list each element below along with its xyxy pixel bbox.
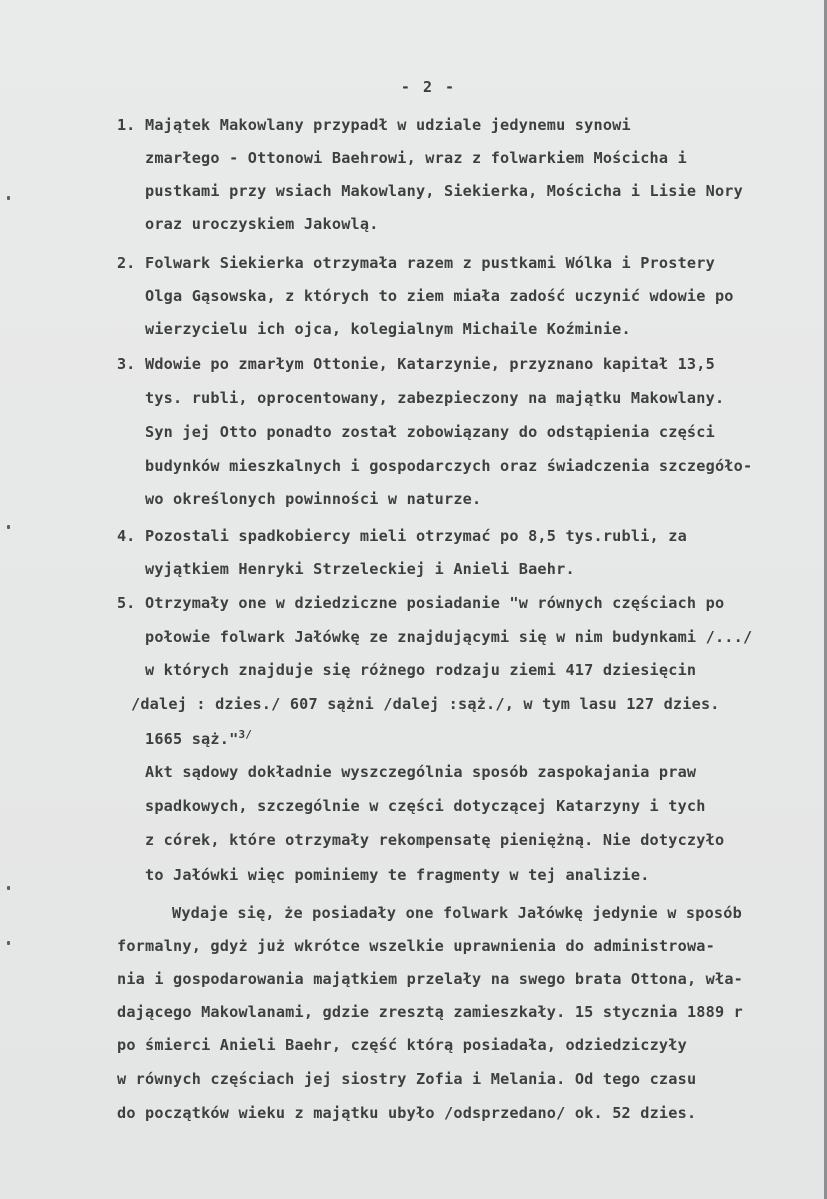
item-line-text: 1665 sąż." [145,730,239,749]
continuation-line: Akt sądowy dokładnie wyszczególnia sposób zaspokajania praw [145,763,697,781]
item-line: oraz uroczyskiem Jakowlą. [145,215,379,233]
paragraph-line: do początków wieku z majątku ubyło /odsprzedano/ ok. 52 dzies. [117,1104,697,1122]
item-line: Wdowie po zmarłym Ottonie, Katarzynie, przyznano kapitał 13,5 [145,355,715,373]
item-line: zmarłego - Ottonowi Baehrowi, wraz z folwarkiem Mościcha i [145,149,687,167]
item-line-last [145,728,252,748]
item-line: Pozostali spadkobiercy mieli otrzymać po 8,5 tys.rubli, za [145,527,687,545]
footnote-marker: 3/ [238,728,253,741]
continuation-line: z córek, które otrzymały rekompensatę pieniężną. Nie dotyczyło [145,831,725,849]
item-line: w których znajduje się różnego rodzaju ziemi 417 dziesięcin [145,661,697,679]
punch-mark [7,941,10,945]
item-line: tys. rubli, oprocentowany, zabezpieczony na majątku Makowlany. [145,389,725,407]
item-line: Otrzymały one w dziedziczne posiadanie "w równych częściach po [145,594,725,612]
punch-mark [7,886,10,890]
item-line: pustkami przy wsiach Makowlany, Siekierka, Mościcha i Lisie Nory [145,182,743,200]
item-line: wo określonych powinności w naturze. [145,490,482,508]
paragraph-line: w równych częściach jej siostry Zofia i Melania. Od tego czasu [117,1070,697,1088]
item-number: 1. [117,116,136,134]
item-line: wierzycielu ich ojca, kolegialnym Michaile Koźminie. [145,320,631,338]
continuation-line: spadkowych, szczególnie w części dotyczącej Katarzyny i tych [145,797,706,815]
paragraph-line: formalny, gdyż już wkrótce wszelkie uprawnienia do administrowa- [117,937,715,955]
item-line: wyjątkiem Henryki Strzeleckiej i Anieli Baehr. [145,560,575,578]
page-number: - 2 - [400,78,457,96]
paragraph-line: nia i gospodarowania majątkiem przelały na swego brata Ottona, wła- [117,970,744,988]
item-line: budynków mieszkalnych i gospodarczych oraz świadczenia szczegóło- [145,457,753,475]
paragraph-line: Wydaje się, że posiadały one folwark Jałówkę jedynie w sposób [172,904,742,922]
item-line: Syn jej Otto ponadto został zobowiązany do odstąpienia części [145,423,715,441]
punch-mark [7,525,10,529]
item-line: Folwark Siekierka otrzymała razem z pustkami Wólka i Prostery [145,254,715,272]
item-number: 4. [117,527,136,545]
continuation-line: to Jałówki więc pominiemy te fragmenty w tej analizie. [145,866,650,884]
item-number: 3. [117,355,136,373]
paragraph-line: dającego Makowlanami, gdzie zresztą zamieszkały. 15 stycznia 1889 r [117,1003,744,1021]
item-line: połowie folwark Jałówkę ze znajdującymi się w nim budynkami /.../ [145,628,753,646]
item-line: Olga Gąsowska, z których to ziem miała zadość uczynić wdowie po [145,287,734,305]
item-line: /dalej : dzies./ 607 sążni /dalej :sąż./, w tym lasu 127 dzies. [131,695,720,713]
item-number: 5. [117,594,136,612]
punch-mark [7,196,10,200]
paragraph-line: po śmierci Anieli Baehr, część którą posiadała, odziedziczyły [117,1036,687,1054]
item-line: Majątek Makowlany przypadł w udziale jedynemu synowi [145,116,631,134]
item-number: 2. [117,254,136,272]
